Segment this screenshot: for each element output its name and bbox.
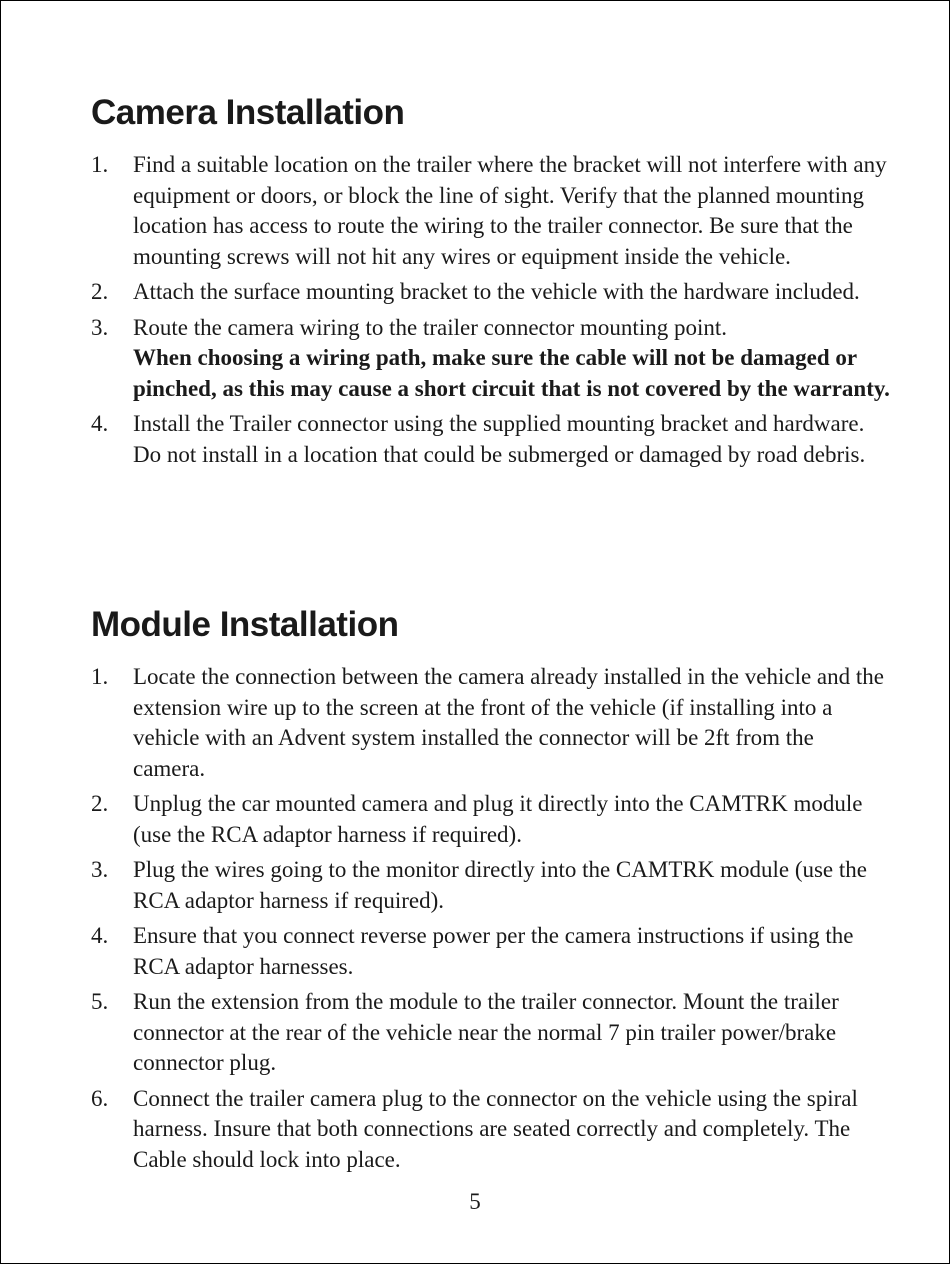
step-number: 3. [91,314,109,340]
module-step-6 [91,1084,891,1176]
module-step-4 [91,921,891,982]
module-step-5 [91,987,891,1079]
step-number: 3. [91,857,109,882]
step-text: Run the extension from the module to the trailer connector. Mount the trailer connector at the rear of the vehicle near the normal 7 pin trailer power/brake connector plug. [133,989,839,1075]
page-number: 5 [469,1189,481,1214]
step-number: 4. [91,411,109,436]
module-installation-heading: Module Installation [91,605,399,644]
module-step-2 [91,789,891,850]
camera-step-3 [91,313,891,405]
step-text: Plug the wires going to the monitor directly into the CAMTRK module (use the RCA adaptor harness if required). [133,857,867,913]
step-text: Locate the connection between the camera already installed in the vehicle and the extension wire up to the screen at the front of the vehicle (if installing into a vehicle with an Advent system installed the connector will be 2ft from the camera. [133,664,884,781]
camera-step-1 [91,150,891,272]
step-number: 6. [91,1085,109,1111]
step-number: 5. [91,989,109,1014]
camera-installation-heading: Camera Installation [91,93,405,132]
module-step-3 [91,855,891,916]
module-installation-steps [91,662,891,1180]
camera-installation-steps [91,150,891,475]
step-number: 2. [91,279,109,304]
module-step-1 [91,662,891,784]
step-text: Route the camera wiring to the trailer connector mounting point. [133,314,727,340]
step-number: 2. [91,791,109,816]
camera-step-4 [91,409,891,470]
camera-step-2 [91,277,891,308]
step-text: Install the Trailer connector using the supplied mounting bracket and hardware. Do not install in a location that could be submerged or damaged by road debris. [133,411,866,467]
step-number: 4. [91,923,109,948]
step-text: Unplug the car mounted camera and plug it directly into the CAMTRK module (use the RCA adaptor harness if required). [133,791,863,847]
step-text: Ensure that you connect reverse power per the camera instructions if using the RCA adaptor harnesses. [133,923,854,979]
warranty-warning-text: When choosing a wiring path, make sure the cable will not be damaged or pinched, as this may cause a short circuit that is not covered by the warranty. [133,345,890,401]
step-text: Attach the surface mounting bracket to the vehicle with the hardware included. [133,279,860,304]
step-number: 1. [91,664,109,689]
step-text: Connect the trailer camera plug to the connector on the vehicle using the spiral harness. Insure that both connections are seated correctly and completely. The Cable should lock into place. [133,1085,858,1172]
step-number: 1. [91,152,109,177]
step-text: Find a suitable location on the trailer where the bracket will not interfere with any equipment or doors, or block the line of sight. Verify that the planned mounting location has access to route the wiring to the trailer connector. Be sure that the mounting screws will not hit any wires or equipment inside the vehicle. [133,152,887,269]
